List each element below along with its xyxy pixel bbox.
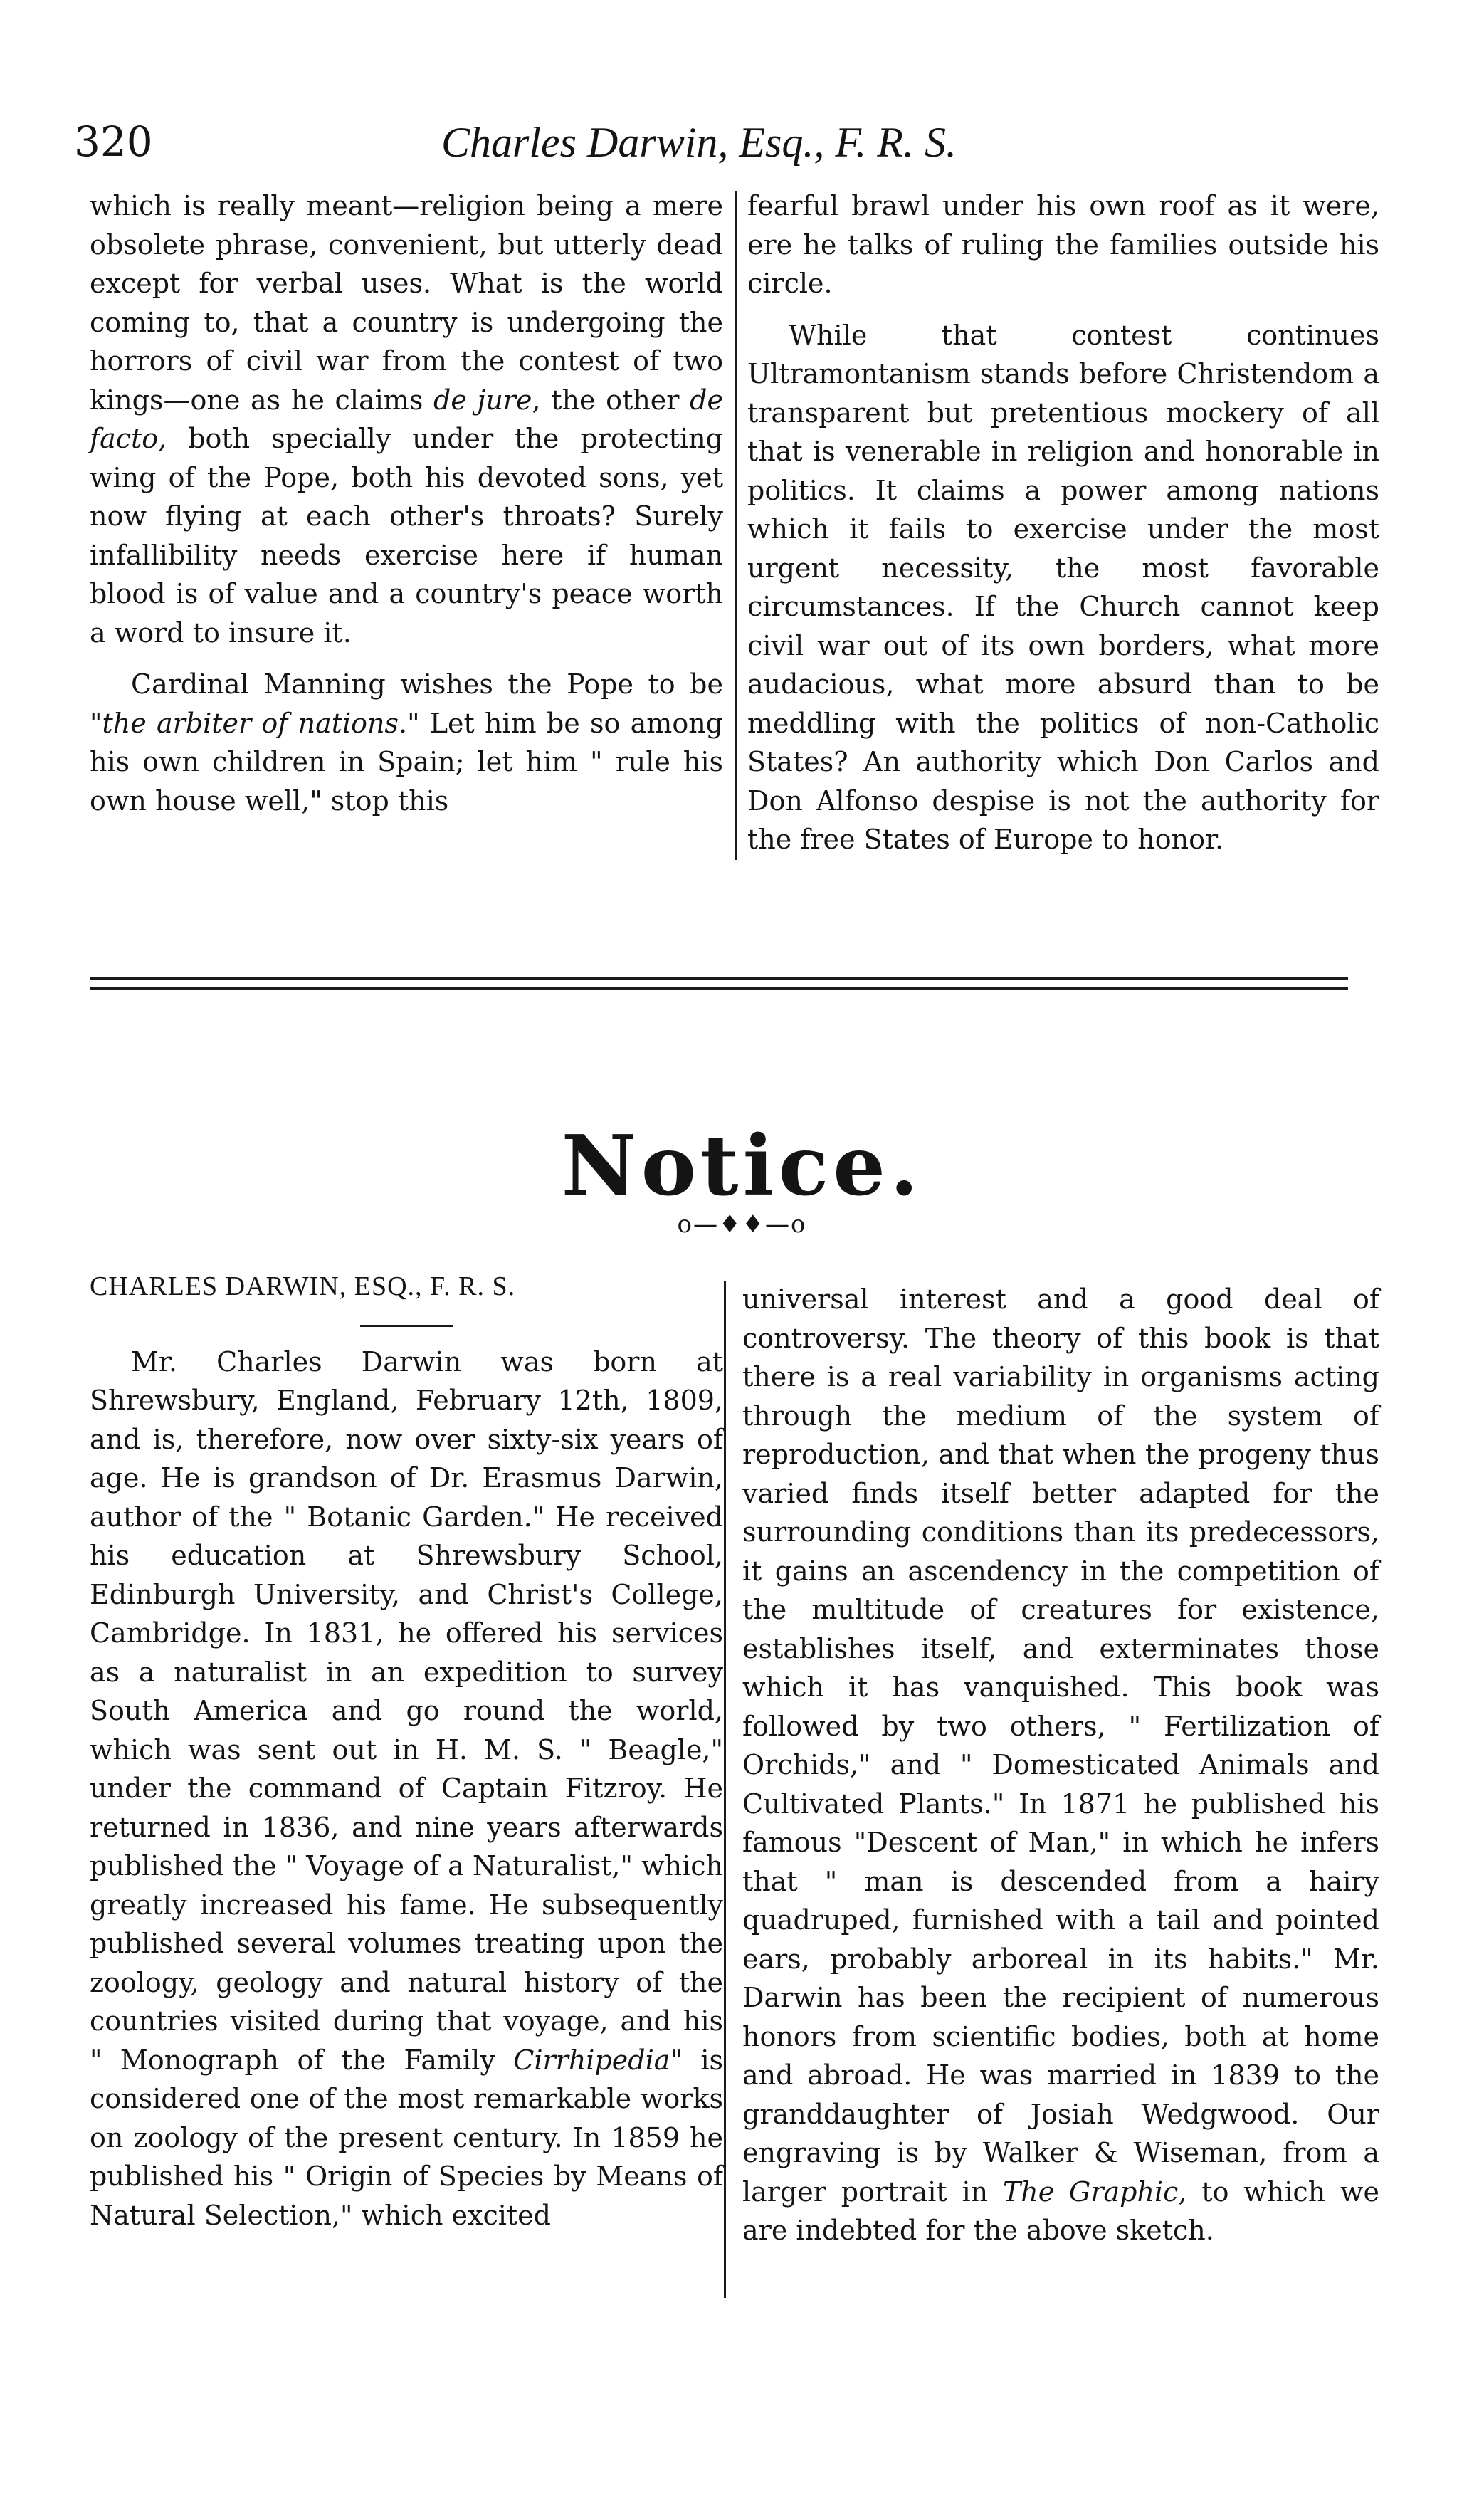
page-number: 320 (74, 117, 153, 166)
text-run: While that contest continues Ultramontanism stands before Christendom a transparent but pretentious mockery of all that is venerable in religion and honorable in politics. It claims a power among nations which it fails to exercise under the most urgent necessity, the most favorable circumstances. If the Church cannot keep civil war out of its own borders, what more audacious, what more absurd than to be meddling with the politics of non-Catholic States? An authority which Don Carlos and Don Alfonso despise is not the authority for the free States of Europe to honor. (747, 319, 1379, 855)
top-left-column (90, 187, 723, 820)
text-run: which is really meant—religion being a mere obsolete phrase, convenient, but utterly dead except for verbal uses. What is the world coming to, that a country is undergoing the horrors of civil war from the contest of two kings—one as he claims (90, 190, 723, 416)
column-divider-notice (724, 1281, 726, 2298)
paragraph (90, 1343, 723, 2235)
text-run: Mr. Charles Darwin was born at Shrewsbury, England, February 12th, 1809, and is, therefore, now over sixty-six years of age. He is grandson of Dr. Erasmus Darwin, author of the " Botanic Garden." He received his education at Shrewsbury School, Edinburgh University, and Christ's College, Cambridge. In 1831, he offered his services as a naturalist in an expedition to survey South America and go round the world, which was sent out in H. M. S. " Beagle," under the command of Captain Fitzroy. He returned in 1836, and nine years afterwards published the " Voyage of a Naturalist," which greatly increased his fame. He subsequently published several volumes treating upon the zoology, geology and natural history of the countries visited during that voyage, and his " Monograph of the Family (90, 1345, 723, 2076)
italic-phrase: the arbiter of nations (102, 707, 399, 739)
paragraph (747, 316, 1379, 859)
text-run: , to which we are indebted for the above sketch. (742, 2176, 1380, 2246)
paragraph (742, 1280, 1379, 2250)
notice-left-column (90, 1267, 723, 2235)
notice-right-column (742, 1280, 1379, 2250)
running-head: Charles Darwin, Esq., F. R. S. (441, 119, 957, 166)
text-run: , the other (532, 384, 690, 416)
notice-left-text (90, 1343, 723, 2235)
italic-phrase: The Graphic (1002, 2176, 1179, 2208)
separator-line-bottom (90, 987, 1348, 990)
column-divider-top (735, 191, 737, 860)
ornament-divider: o—♦♦—o (677, 1210, 807, 1239)
heading-rule (360, 1325, 453, 1327)
text-run: universal interest and a good deal of controversy. The theory of this book is that there is a real variability in organisms acting through the medium of the system of reproduction, and that when the progeny thus varied finds itself better adapted for the surrounding conditions than its predecessors, it gains an ascendency in the competition of the multitude of creatures for existence, establishes itself, and exterminates those which it has vanquished. This book was followed by two others, " Fertilization of Orchids," and " Domesticated Animals and Cultivated Plants." In 1871 he published his famous "Descent of Man," in which he infers that " man is descended from a hairy quadruped, furnished with a tail and pointed ears, probably arboreal in its habits." Mr. Darwin has been the recipient of numerous honors from scientific bodies, both at home and abroad. He was married in 1839 to the granddaughter of Josiah Wedgwood. Our engraving is by Walker & Wiseman, from a larger portrait in (742, 1284, 1379, 2208)
notice-title: Notice. (561, 1118, 923, 1214)
article-heading: CHARLES DARWIN, ESQ., F. R. S. (90, 1271, 516, 1301)
top-right-column (747, 187, 1379, 859)
italic-phrase: de facto (90, 384, 723, 454)
text-run: " is considered one of the most remarkable works on zoology of the present century. In 1859 he published his " Origin of Species by Means of Natural Selection," which excited (90, 2044, 723, 2231)
text-run: ." Let him be so among his own children in Spain; let him " rule his own house well," stop this (90, 707, 723, 817)
paragraph (90, 665, 723, 820)
text-run: Cardinal Manning wishes the Pope to be " (90, 668, 723, 739)
section-separator (90, 977, 1348, 997)
text-run: fearful brawl under his own roof as it were, ere he talks of ruling the families outside his circle. (747, 190, 1379, 299)
text-run: , both specially under the protecting wing of the Pope, both his devoted sons, yet now flying at each other's throats? Surely infallibility needs exercise here if human blood is of value and a country's peace worth a word to insure it. (90, 423, 723, 649)
separator-line-top (90, 977, 1348, 980)
paragraph (747, 187, 1379, 303)
italic-phrase: de jure (433, 384, 532, 416)
italic-phrase: Cirrhipedia (513, 2044, 670, 2076)
paragraph (90, 187, 723, 652)
